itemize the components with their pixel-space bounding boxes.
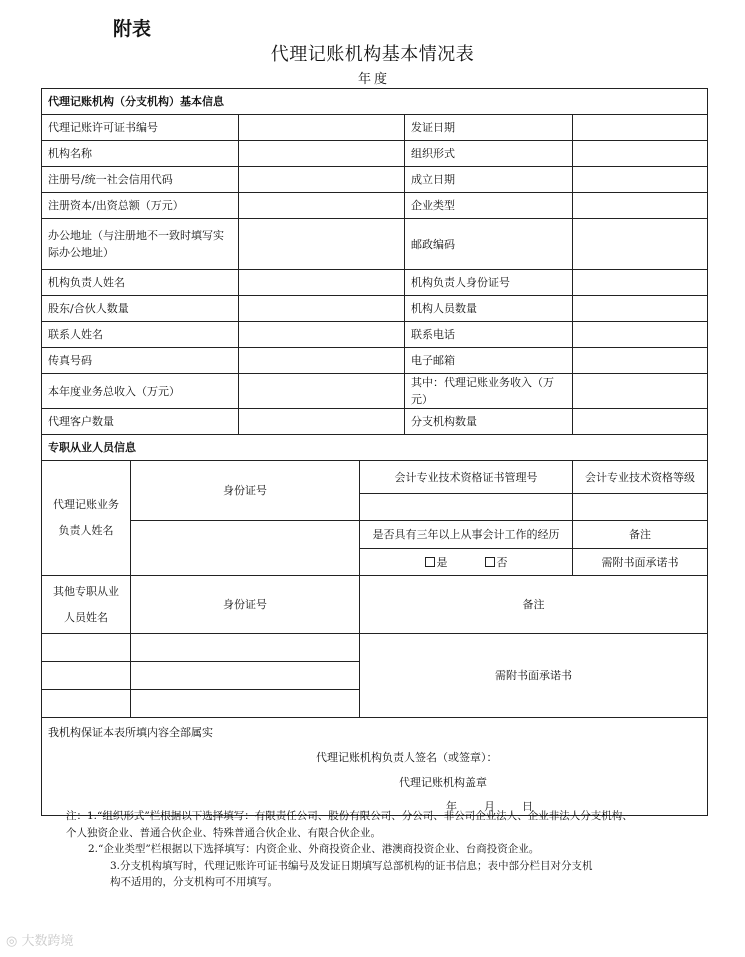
note-line: 构不适用的，分支机构可不用填写。	[110, 876, 278, 888]
note-line: 2.“企业类型”栏根据以下选择填写：内资企业、外商投资企业、港澳商投资企业、台商投资企业。	[88, 843, 540, 855]
field-label: 电子邮箱	[405, 348, 573, 374]
field-label: 联系电话	[405, 322, 573, 348]
field-label: 注册资本/出资总额（万元）	[42, 193, 239, 219]
founded-date-input[interactable]	[573, 167, 708, 193]
id-number-label: 身份证号	[131, 461, 360, 521]
experience-label: 是否具有三年以上从事会计工作的经历	[360, 521, 573, 549]
field-label: 组织形式	[405, 141, 573, 167]
head-name-input[interactable]	[239, 270, 405, 296]
table-row	[42, 115, 708, 141]
watermark	[6, 930, 74, 949]
field-label: 机构负责人身份证号	[405, 270, 573, 296]
other-staff-id-input[interactable]	[131, 634, 360, 662]
field-label: 传真号码	[42, 348, 239, 374]
shareholder-count-input[interactable]	[239, 296, 405, 322]
other-staff-name-input[interactable]	[42, 690, 131, 718]
note-line: 3.分支机构填写时，代理记账许可证书编号及发证日期填写总部机构的证书信息；表中部分栏目对分支机	[110, 859, 593, 872]
table-row	[42, 348, 708, 374]
office-address-input[interactable]	[239, 219, 405, 270]
note-line: 注：1.“组织形式”栏根据以下选择填写：有限责任公司、股份有限公司、分公司、非公司企业法人、企业非法人分支机构、	[66, 810, 633, 822]
field-label: 机构负责人姓名	[42, 270, 239, 296]
org-name-input[interactable]	[239, 141, 405, 167]
other-staff-id-input[interactable]	[131, 662, 360, 690]
contact-name-input[interactable]	[239, 322, 405, 348]
date-year: 年	[446, 800, 457, 813]
enterprise-type-input[interactable]	[573, 193, 708, 219]
license-number-input[interactable]	[239, 115, 405, 141]
registration-code-input[interactable]	[239, 167, 405, 193]
table-row	[42, 634, 708, 662]
email-input[interactable]	[573, 348, 708, 374]
field-label: 本年度业务总收入（万元）	[42, 374, 239, 409]
other-staff-name-input[interactable]	[42, 634, 131, 662]
org-form-input[interactable]	[573, 141, 708, 167]
staff-count-input[interactable]	[573, 296, 708, 322]
registered-capital-input[interactable]	[239, 193, 405, 219]
head-id-input[interactable]	[573, 270, 708, 296]
other-remarks-label: 备注	[360, 576, 708, 634]
field-label: 注册号/统一社会信用代码	[42, 167, 239, 193]
seal-label: 代理记账机构盖章	[399, 776, 487, 789]
fax-input[interactable]	[239, 348, 405, 374]
watermark-logo-icon: ◎	[6, 934, 22, 949]
head-name-label: 代理记账业务负责人姓名	[42, 461, 131, 576]
other-staff-name-input[interactable]	[42, 662, 131, 690]
date-month: 月	[484, 800, 495, 813]
experience-options	[360, 549, 573, 576]
field-label: 机构名称	[42, 141, 239, 167]
field-label: 办公地址（与注册地不一致时填写实际办公地址）	[42, 219, 239, 270]
other-commitment-note: 需附书面承诺书	[360, 634, 708, 718]
table-row	[42, 219, 708, 270]
cert-level-label: 会计专业技术资格等级	[573, 461, 708, 494]
table-row	[42, 521, 708, 549]
no-checkbox[interactable]	[485, 557, 495, 567]
watermark-text: 大数跨境	[21, 934, 74, 949]
field-label: 发证日期	[405, 115, 573, 141]
remarks-label: 备注	[573, 521, 708, 549]
field-label: 代理记账许可证书编号	[42, 115, 239, 141]
field-label: 代理客户数量	[42, 409, 239, 435]
section-header-staff-info	[42, 435, 708, 461]
yes-checkbox[interactable]	[425, 557, 435, 567]
postal-code-input[interactable]	[573, 219, 708, 270]
contact-phone-input[interactable]	[573, 322, 708, 348]
declaration-statement: 我机构保证本表所填内容全部属实	[48, 726, 213, 739]
field-label: 股东/合伙人数量	[42, 296, 239, 322]
table-row	[42, 374, 708, 409]
year-label: 年度	[358, 72, 391, 87]
issue-date-input[interactable]	[573, 115, 708, 141]
date-day: 日	[522, 800, 533, 813]
table-row	[42, 576, 708, 634]
field-label: 其中：代理记账业务收入（万元）	[405, 374, 573, 409]
other-staff-label: 其他专职从业人员姓名	[42, 576, 131, 634]
table-row	[42, 409, 708, 435]
info-form-table	[41, 88, 708, 816]
cert-number-input[interactable]	[360, 494, 573, 521]
signature-label: 代理记账机构负责人签名（或签章）：	[316, 751, 498, 764]
head-id-number-input[interactable]	[131, 521, 360, 576]
table-row	[42, 461, 708, 494]
client-count-input[interactable]	[239, 409, 405, 435]
other-staff-id-input[interactable]	[131, 690, 360, 718]
field-label: 邮政编码	[405, 219, 573, 270]
note-line: 个人独资企业、普通合伙企业、特殊普通合伙企业、有限合伙企业。	[66, 826, 381, 839]
field-label: 企业类型	[405, 193, 573, 219]
declaration-row	[42, 718, 708, 816]
notes	[66, 808, 716, 891]
table-row	[42, 141, 708, 167]
section-title: 专职从业人员信息	[42, 435, 708, 461]
form-title: 代理记账机构基本情况表	[270, 44, 475, 65]
commitment-note: 需附书面承诺书	[573, 549, 708, 576]
table-row	[42, 193, 708, 219]
other-id-label: 身份证号	[131, 576, 360, 634]
cert-number-label: 会计专业技术资格证书管理号	[360, 461, 573, 494]
field-label: 机构人员数量	[405, 296, 573, 322]
table-row	[42, 322, 708, 348]
field-label: 分支机构数量	[405, 409, 573, 435]
bookkeeping-revenue-input[interactable]	[573, 374, 708, 409]
field-label: 联系人姓名	[42, 322, 239, 348]
total-revenue-input[interactable]	[239, 374, 405, 409]
yes-label: 是	[436, 555, 448, 569]
branch-count-input[interactable]	[573, 409, 708, 435]
field-label: 成立日期	[405, 167, 573, 193]
declaration-cell	[42, 718, 708, 816]
table-row	[42, 296, 708, 322]
section-title: 代理记账机构（分支机构）基本信息	[42, 89, 708, 115]
appendix-label: 附表	[113, 18, 152, 40]
table-row	[42, 270, 708, 296]
section-header-basic-info	[42, 89, 708, 115]
cert-level-input[interactable]	[573, 494, 708, 521]
no-label: 否	[496, 555, 508, 569]
table-row	[42, 167, 708, 193]
